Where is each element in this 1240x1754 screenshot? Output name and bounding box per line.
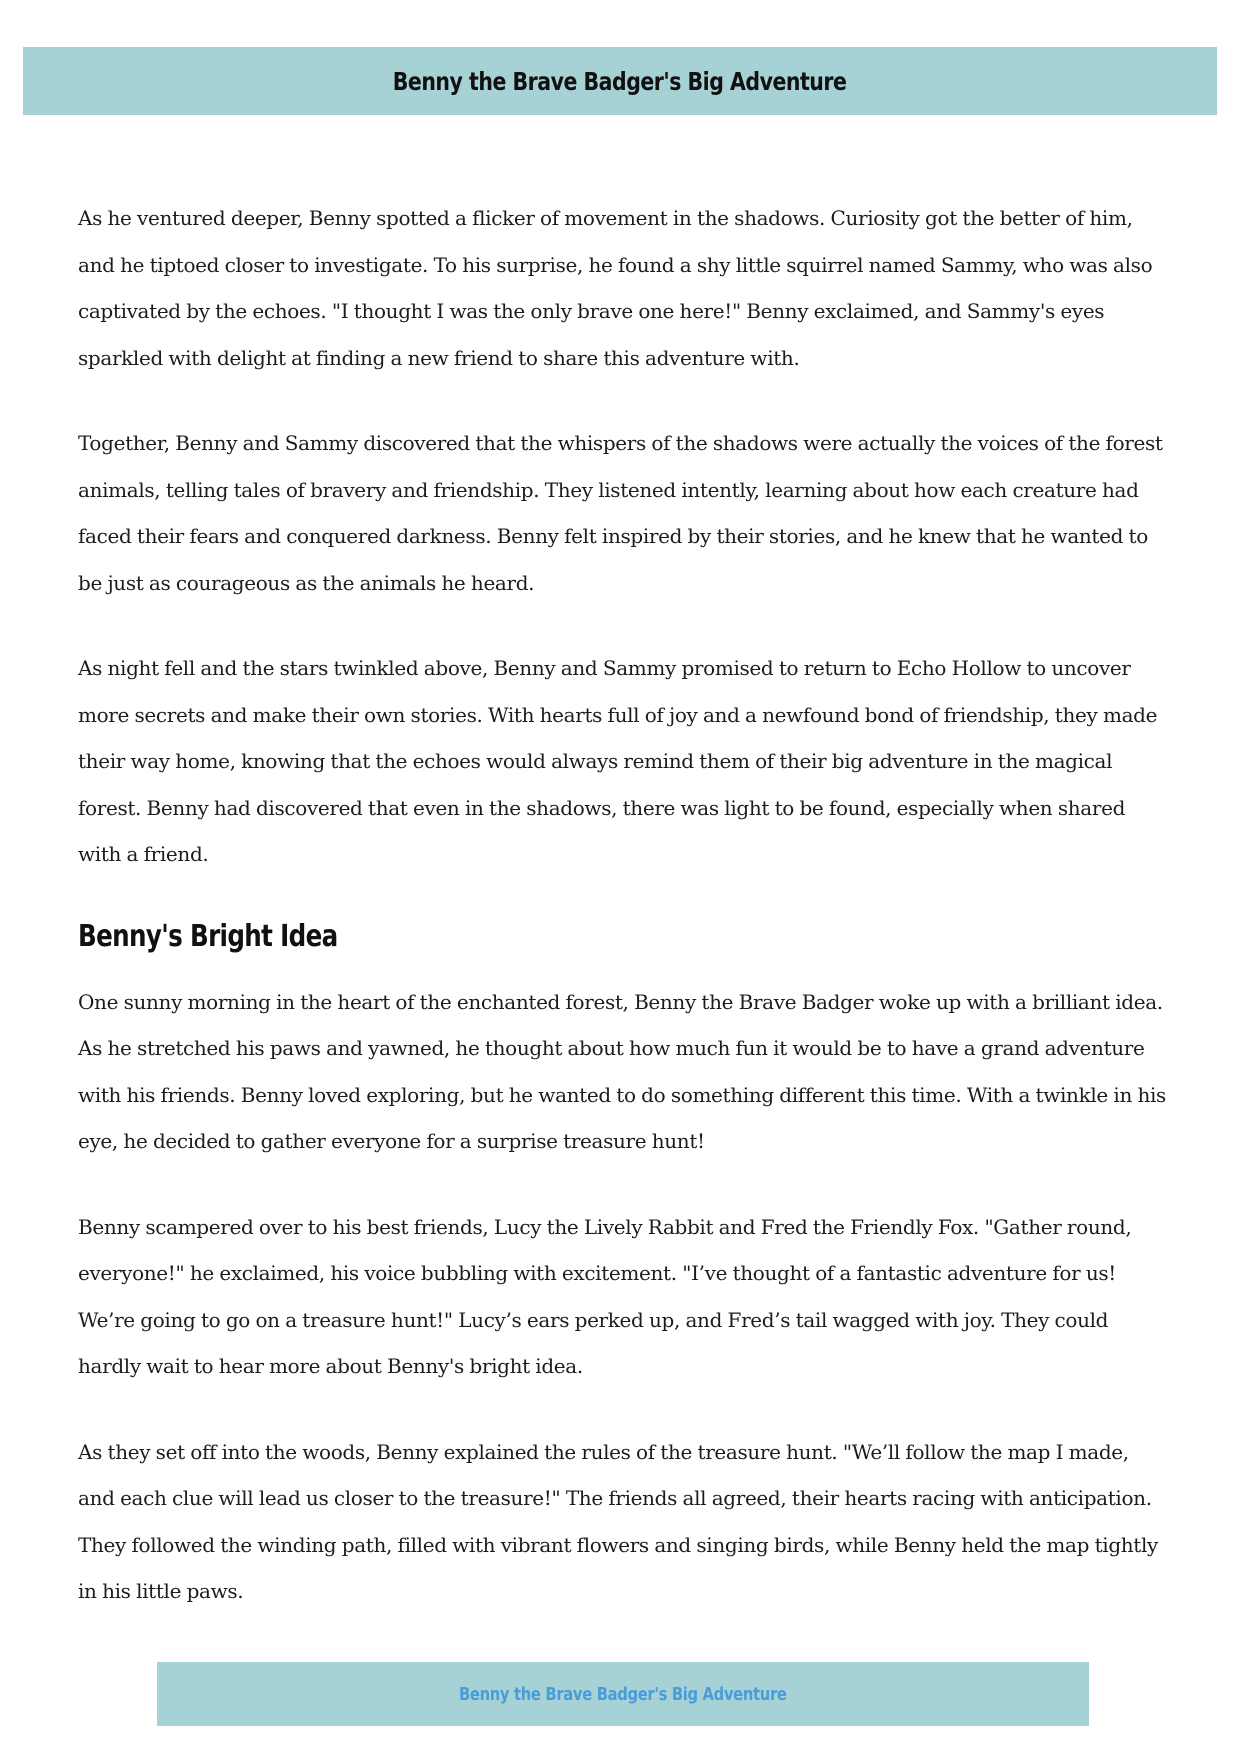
story-paragraph: As night fell and the stars twinkled above, Benny and Sammy promised to return to Echo Hollow to uncover more secrets and make their own stories. With hearts full of joy and a newfound bond of friendship, they made their way home, knowing that the echoes would always remind them of their big adventure in the magical forest. Benny had discovered that even in the shadows, there was light to be found, especially when shared with a friend.: [78, 656, 1158, 866]
story-paragraph: One sunny morning in the heart of the enchanted forest, Benny the Brave Badger woke up with a brilliant idea. As he stretched his paws and yawned, he thought about how much fun it would be to have a grand adventure with his friends. Benny loved exploring, but he wanted to do something different this time. With a twinkle in his eye, he decided to gather everyone for a surprise treasure hunt!: [78, 989, 1166, 1153]
story-paragraph: Benny scampered over to his best friends, Lucy the Lively Rabbit and Fred the Friendly Fox. "Gather round, everyone!" he exclaimed, his voice bubbling with excitement. "I’ve thought of a fantastic adventure for us! We’re going to go on a treasure hunt!" Lucy’s ears perked up, and Fred’s tail wagged with joy. They could hardly wait to hear more about Benny's bright idea.: [78, 1214, 1132, 1378]
story-content: [78, 195, 1168, 1654]
story-paragraph: As he ventured deeper, Benny spotted a flicker of movement in the shadows. Curiosity got the better of him, and he tiptoed closer to investigate. To his surprise, he found a shy little squirrel named Sammy, who was also captivated by the echoes. "I thought I was the only brave one here!" Benny exclaimed, and Sammy's eyes sparkled with delight at finding a new friend to share this adventure with.: [78, 206, 1153, 370]
story-paragraph: As they set off into the woods, Benny explained the rules of the treasure hunt. "We’ll follow the map I made, and each clue will lead us closer to the treasure!" The friends all agreed, their hearts racing with anticipation. They followed the winding path, filled with vibrant flowers and singing birds, while Benny held the map tightly in his little paws.: [78, 1439, 1158, 1603]
footer-banner: [157, 1662, 1089, 1726]
header-banner: [23, 47, 1217, 115]
story-paragraph: Together, Benny and Sammy discovered that the whispers of the shadows were actually the voices of the forest animals, telling tales of bravery and friendship. They listened intently, learning about how each creature had faced their fears and conquered darkness. Benny felt inspired by their stories, and he knew that he wanted to be just as courageous as the animals he heard.: [78, 431, 1163, 595]
section-heading: Benny's Bright Idea: [78, 918, 338, 954]
footer-title: Benny the Brave Badger's Big Adventure: [459, 1683, 787, 1705]
page-title: Benny the Brave Badger's Big Adventure: [393, 66, 847, 96]
